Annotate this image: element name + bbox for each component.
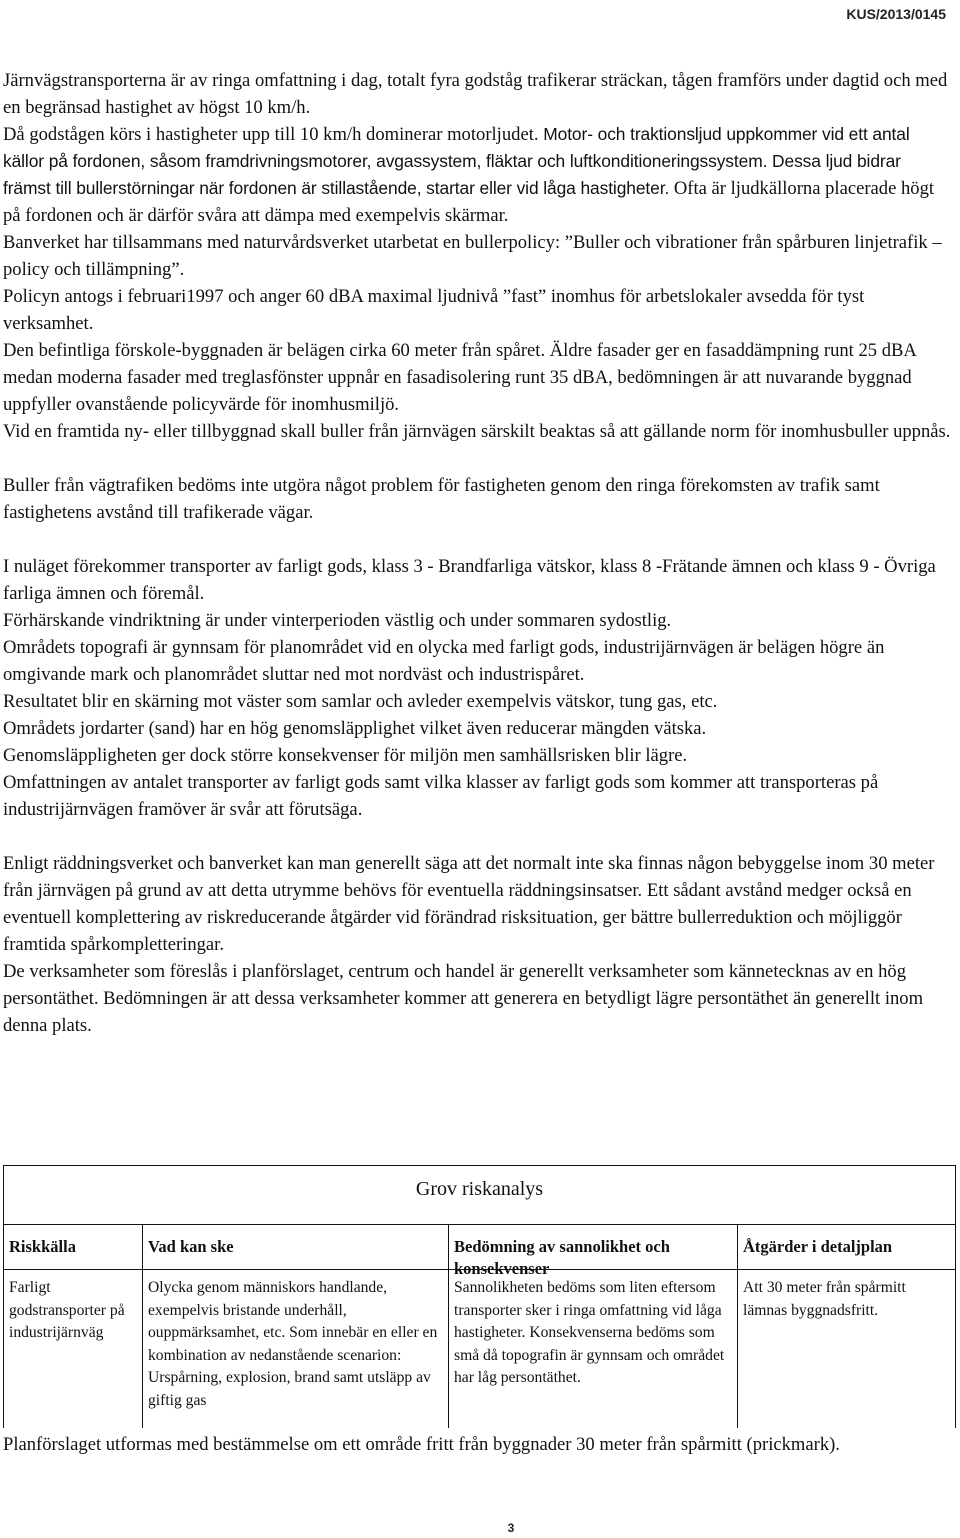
page-number: 3 [507,1521,515,1535]
paragraph-soil: Områdets jordarter (sand) har en hög genomsläpplighet vilket även reducerar mängden vätska. [3,718,707,739]
paragraph-policy-level: Policyn antogs i februari1997 och anger 60 dBA maximal ljudnivå ”fast” inomhus för arbetslokaler avsedda för tyst verksamhet. [3,286,865,334]
table-row [4,1270,955,1428]
paragraph-transport-scope: Omfattningen av antalet transporter av farligt gods samt vilka klasser av farligt gods som kommer att transporteras på industrijärnvägen framöver är svår att förutsäga. [3,772,879,820]
paragraph-future-building: Vid en framtida ny- eller tillbyggnad skall buller från järnvägen särskilt beaktas så att gällande norm för inomhusbuller uppnås. [3,421,951,442]
paragraph-motor-noise: Då godstågen körs i hastigheter upp till 10 km/h dominerar motorljudet. Motor- och traktionsljud uppkommer vid ett antal källor på fordonen, såsom framdrivningsmotorer, avgassystem, fläktar och luftkonditioneringssystem. Dessa ljud bidrar främst till bullerstörningar när fordonen är stillastående, startar eller vid låga hastigheter. Ofta är ljudkällorna placerade högt på fordonen och är därför svåra att dämpa med exempelvis skärmar. [3,124,935,226]
cell-measures: Att 30 meter från spårmitt lämnas byggnadsfritt. [737,1270,955,1428]
paragraph-planned-activities: De verksamheter som föreslås i planförslaget, centrum och handel är generellt verksamheter som kännetecknas av en hög persontäthet. Bedömningen är att dessa verksamheter kommer att generera en betydligt lägre persontäthet än generellt inom denna plats. [3,961,924,1036]
paragraph-preschool: Den befintliga förskole-byggnaden är belägen cirka 60 meter från spåret. Äldre fasader ger en fasaddämpning runt 25 dBA medan moderna fasader med treglasfönster uppnår en fasadisolering runt 35 dBA, bedömningen är att nuvarande byggnad uppfyller ovanstående policyvärde för inomhusmiljö. [3,340,916,415]
table-title: Grov riskanalys [4,1166,955,1225]
cell-assessment: Sannolikheten bedöms som liten eftersom transporter sker i ringa omfattning vid låga hastigheter. Konsekvenserna bedöms som små då topografin är gynnsam och området har låg persontäthet. [448,1270,737,1428]
paragraph-dangerous-goods: I nuläget förekommer transporter av farligt gods, klass 3 - Brandfarliga vätskor, klass 8 -Frätande ämnen och klass 9 - Övriga farliga ämnen och föremål. [3,556,936,604]
table-header-row [4,1225,955,1278]
paragraph-topography: Områdets topografi är gynnsam för planområdet vid en olycka med farligt gods, industrijärnvägen är belägen högre än omgivande mark och planområdet sluttar ned mot nordväst och industrispåret. [3,637,885,685]
cell-risk-source: Farligt godstransporter på industrijärnväg [9,1279,125,1341]
body-text-block-1 [3,67,953,1039]
paragraph-noise-policy: Banverket har tillsammans med naturvårdsverket utarbetat en bullerpolicy: ”Buller och vibrationer från spårburen linjetrafik – policy och tillämpning”. [3,232,942,280]
paragraph-road-traffic: Buller från vägtrafiken bedöms inte utgöra något problem för fastigheten genom den ringa förekomsten av trafik samt fastighetens avstånd till trafikerade vägar. [3,475,880,523]
closing-paragraph: Planförslaget utformas med bestämmelse om ett område fritt från byggnader 30 meter från spårmitt (prickmark). [3,1434,840,1455]
header-what-can-happen: Vad kan ske [142,1225,448,1269]
paragraph-distance-rule: Enligt räddningsverket och banverket kan man generellt säga att det normalt inte ska finnas någon bebyggelse inom 30 meter från järnvägen på grund av att detta utrymme behövs för eventuella räddningsinsatser. Ett sådant avstånd medger också en eventuell komplettering av riskreducerande åtgärder vid förändrad risksituation, ger bättre bullerreduktion och möjliggör framtida spårkompletteringar. [3,853,935,955]
header-measures: Åtgärder i detaljplan [737,1225,955,1269]
paragraph-wind: Förhärskande vindriktning är under vinterperioden västlig och under sommaren sydostlig. [3,610,672,631]
paragraph-rail-transport: Järnvägstransporterna är av ringa omfattning i dag, totalt fyra godståg trafikerar sträckan, tågen framförs under dagtid och med en begränsad hastighet av högst 10 km/h. [3,70,948,118]
paragraph-result: Resultatet blir en skärning mot väster som samlar och avleder exempelvis vätskor, tung gas, etc. [3,691,718,712]
paragraph-permeability: Genomsläppligheten ger dock större konsekvenser för miljön men samhällsrisken blir lägre. [3,745,688,766]
document-id: KUS/2013/0145 [846,6,946,22]
risk-analysis-table [3,1165,956,1428]
cell-what-can-happen: Olycka genom människors handlande, exempelvis bristande underhåll, ouppmärksamhet, etc. Som innebär en eller en kombination av nedanstående scenarion: Urspårning, explosion, brand samt utsläpp av giftig gas [142,1270,448,1428]
header-assessment: Bedömning av sannolikhet och konsekvenser [448,1225,737,1269]
header-risk-source: Riskkälla [9,1237,76,1256]
